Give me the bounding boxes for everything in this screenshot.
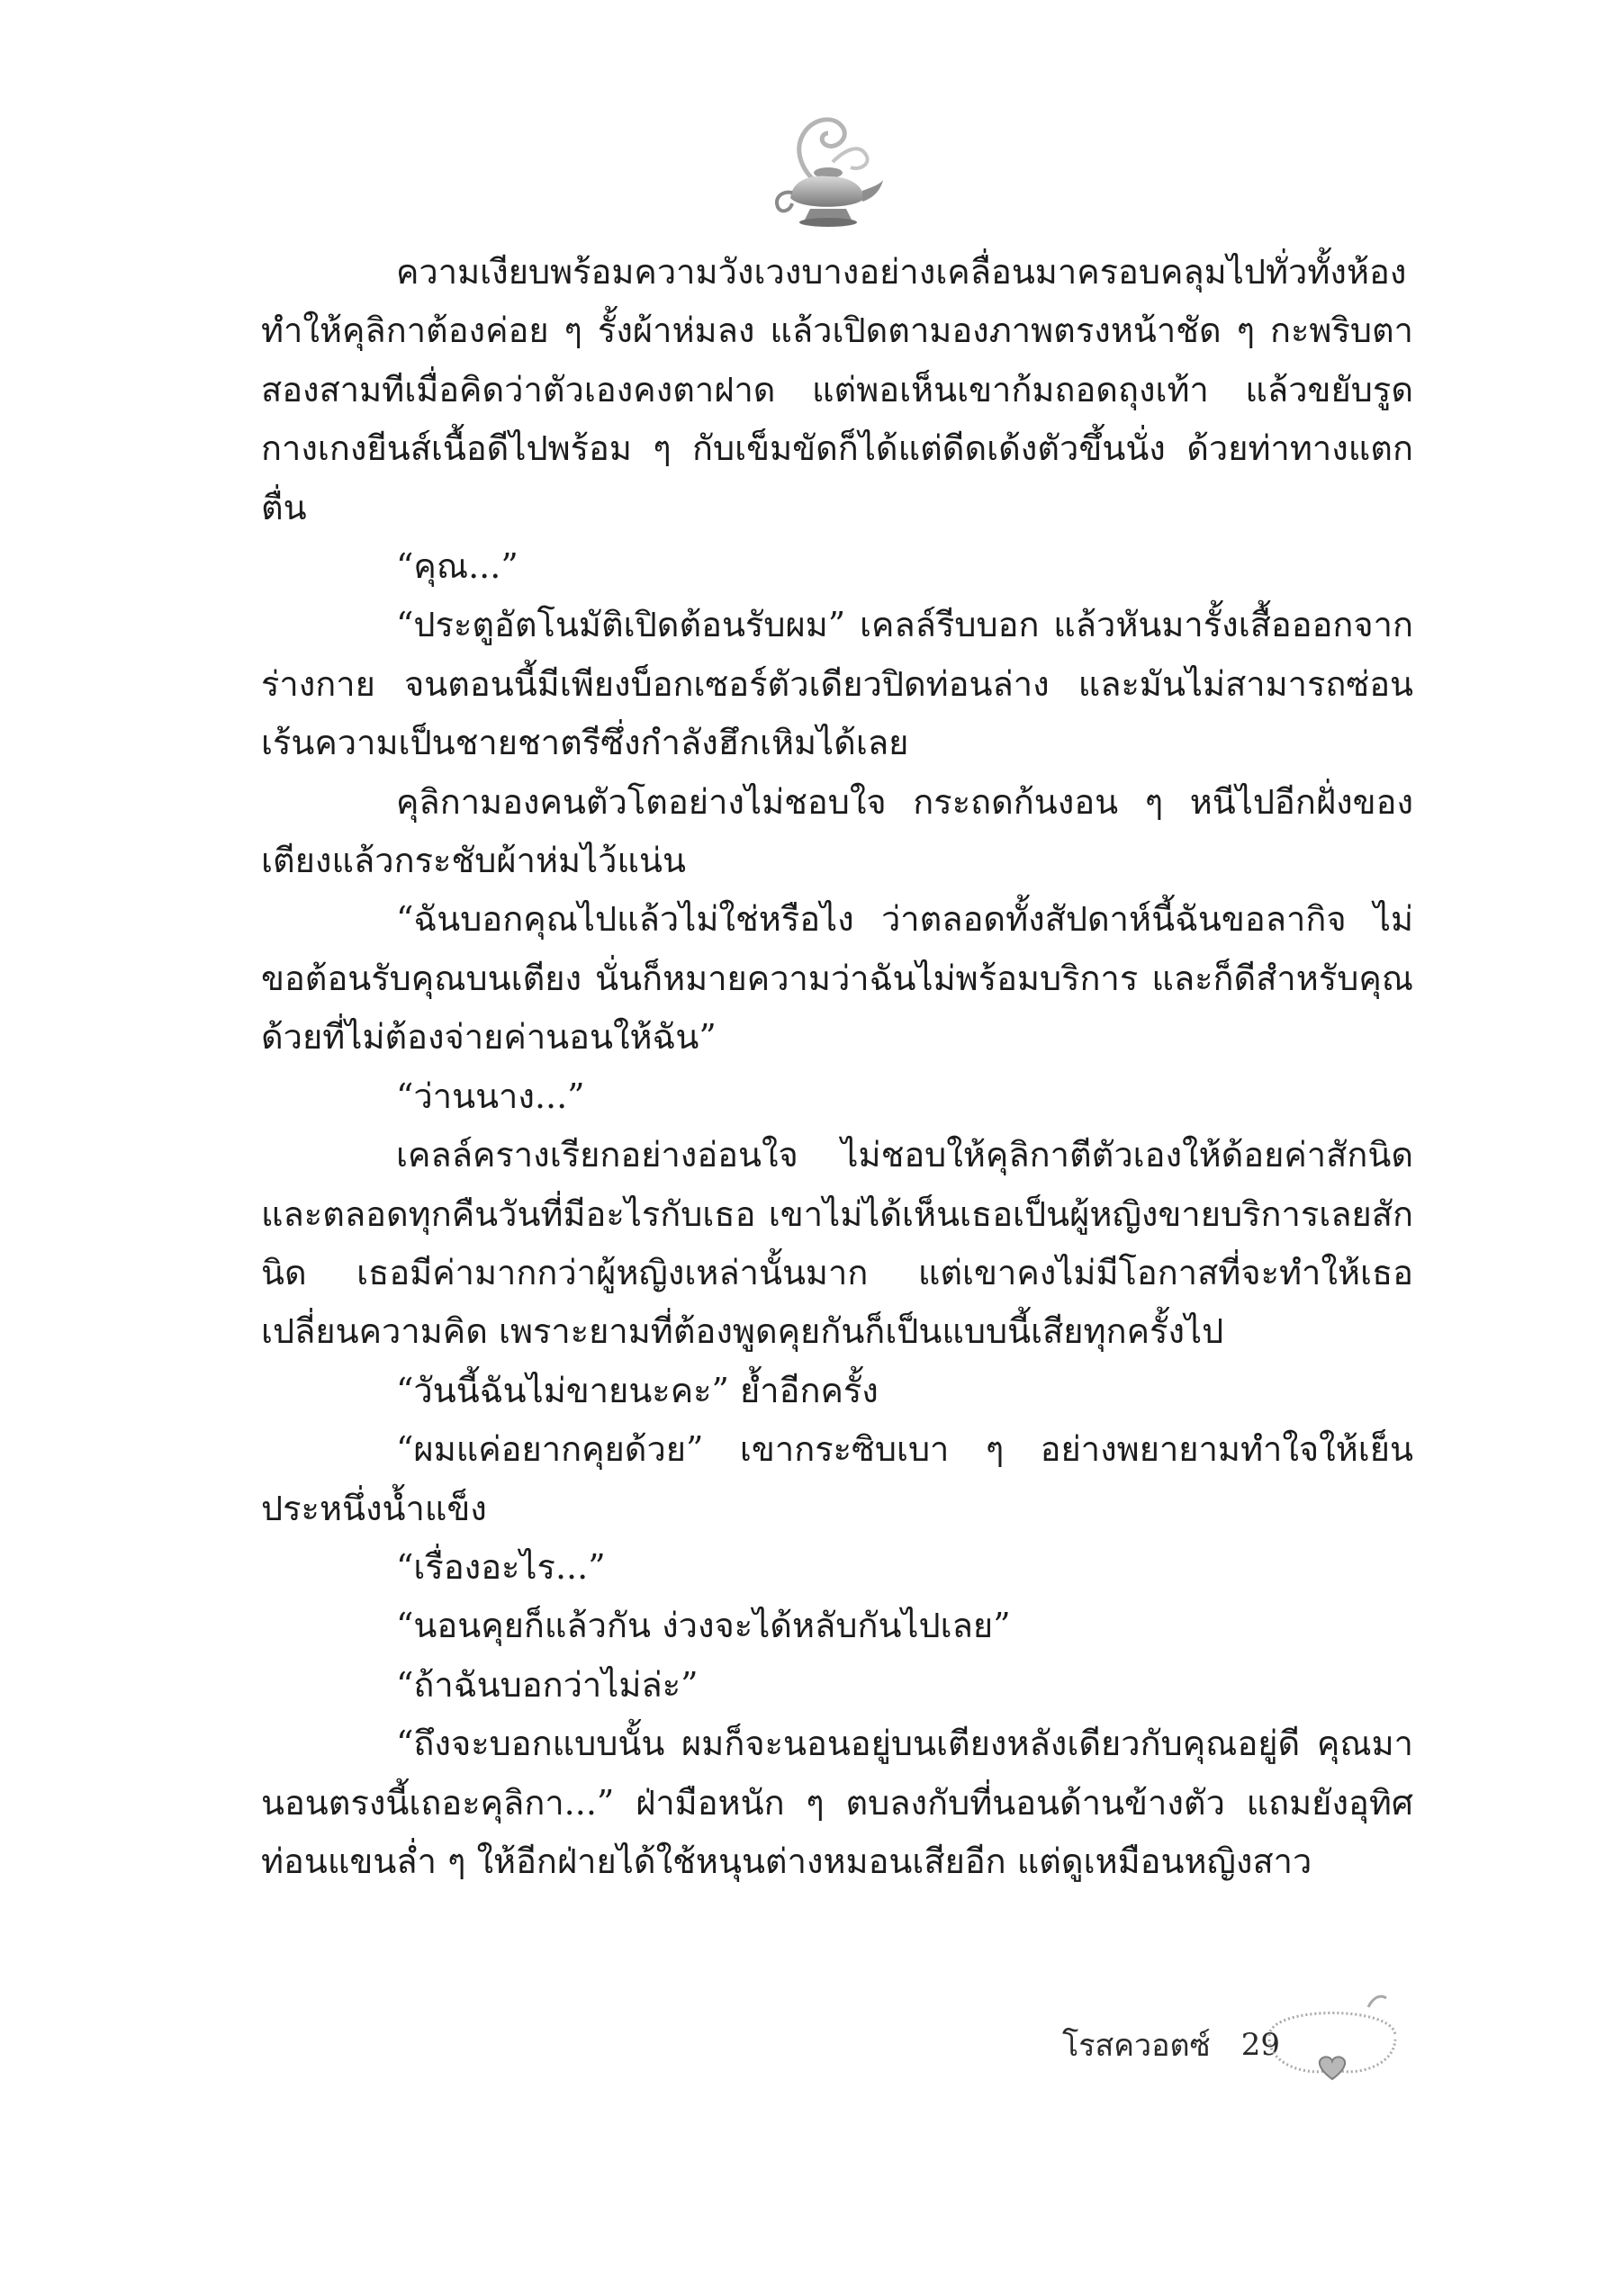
paragraph: “ฉันบอกคุณไปแล้วไม่ใช่หรือไง ว่าตลอดทั้งสัปดาห์นี้ฉันขอลากิจ ไม่ขอต้อนรับคุณบนเตียง นั่นก็หมายความว่าฉันไม่พร้อมบริการ และก็ดีสำหรับคุณด้วยที่ไม่ต้องจ่ายค่านอนให้ฉัน” bbox=[261, 899, 1413, 1058]
paragraph: “เรื่องอะไร...” bbox=[396, 1546, 606, 1587]
paragraph: “ผมแค่อยากคุยด้วย” เขากระซิบเบา ๆ อย่างพยายามทำใจให้เย็นประหนึ่งน้ำแข็ง bbox=[261, 1429, 1413, 1528]
page-footer bbox=[1062, 2013, 1280, 2076]
page-number: 29 bbox=[1240, 2027, 1280, 2063]
paragraph: “ถ้าฉันบอกว่าไม่ล่ะ” bbox=[396, 1664, 699, 1705]
paragraph: เคลล์ครางเรียกอย่างอ่อนใจ ไม่ชอบให้คุลิกาตีตัวเองให้ด้อยค่าสักนิด และตลอดทุกคืนวันที่มีอะไรกับเธอ เขาไม่ได้เห็นเธอเป็นผู้หญิงขายบริการเลยสักนิด เธอมีค่ามากกว่าผู้หญิงเหล่านั้นมาก แต่เขาคงไม่มีโอกาสที่จะทำให้เธอเปลี่ยนความคิด เพราะยามที่ต้องพูดคุยกันก็เป็นแบบนี้เสียทุกครั้งไป bbox=[261, 1135, 1413, 1352]
body-text bbox=[261, 243, 1413, 1891]
paragraph: “ประตูอัตโนมัติเปิดต้อนรับผม” เคลล์รีบบอก แล้วหันมารั้งเสื้อออกจากร่างกาย จนตอนนี้มีเพียงบ็อกเซอร์ตัวเดียวปิดท่อนล่าง และมันไม่สามารถซ่อนเร้นความเป็นชายชาตรีซึ่งกำลังฮึกเหิมได้เลย bbox=[261, 605, 1413, 763]
heart-bracelet-icon bbox=[1251, 1989, 1413, 2088]
paragraph: “นอนคุยก็แล้วกัน ง่วงจะได้หลับกันไปเลย” bbox=[396, 1606, 1011, 1646]
genie-lamp-icon bbox=[765, 108, 887, 234]
paragraph: “วันนี้ฉันไม่ขายนะคะ” ย้ำอีกครั้ง bbox=[396, 1370, 879, 1410]
paragraph: “ถึงจะบอกแบบนั้น ผมก็จะนอนอยู่บนเตียงหลังเดียวกับคุณอยู่ดี คุณมานอนตรงนี้เถอะคุลิกา...” ฝ่ามือหนัก ๆ ตบลงกับที่นอนด้านข้างตัว แถมยังอุทิศท่อนแขนล่ำ ๆ ให้อีกฝ่ายได้ใช้หนุนต่างหมอนเสียอีก แต่ดูเหมือนหญิงสาว bbox=[261, 1724, 1413, 1881]
paragraph: ความเงียบพร้อมความวังเวงบางอย่างเคลื่อนมาครอบคลุมไปทั่วทั้งห้อง ทำให้คุลิกาต้องค่อย ๆ รั้งผ้าห่มลง แล้วเปิดตามองภาพตรงหน้าชัด ๆ กะพริบตาสองสามทีเมื่อคิดว่าตัวเองคงตาฝาด แต่พอเห็นเขาก้มถอดถุงเท้า แล้วขยับรูดกางเกงยีนส์เนื้อดีไปพร้อม ๆ กับเข็มขัดก็ได้แต่ดีดเด้งตัวขึ้นนั่ง ด้วยท่าทางแตกตื่น bbox=[261, 252, 1413, 527]
paragraph: คุลิกามองคนตัวโตอย่างไม่ชอบใจ กระถดก้นงอน ๆ หนีไปอีกฝั่งของเตียงแล้วกระชับผ้าห่มไว้แน่น bbox=[261, 781, 1413, 881]
book-title: โรสควอตซ์ bbox=[1062, 2028, 1211, 2064]
paragraph: “ว่านนาง...” bbox=[396, 1076, 585, 1116]
paragraph: “คุณ...” bbox=[396, 546, 518, 587]
